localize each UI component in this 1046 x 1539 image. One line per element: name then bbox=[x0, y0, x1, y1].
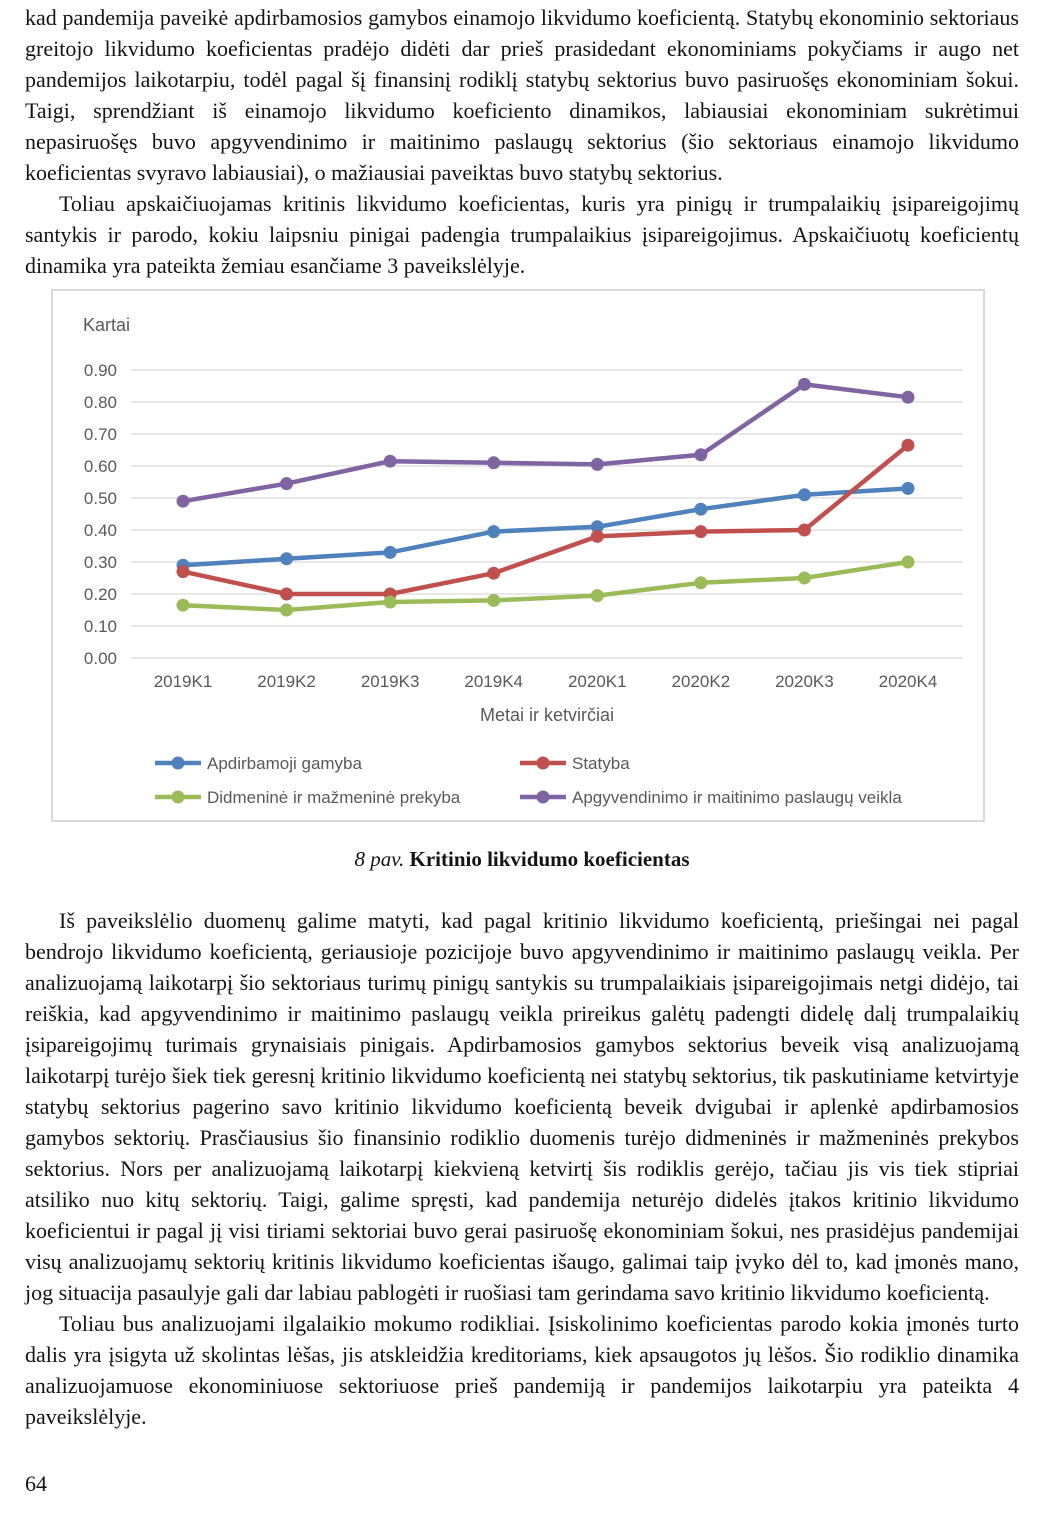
series-line bbox=[183, 445, 908, 594]
data-point-marker bbox=[694, 525, 707, 538]
y-tick-label: 0.90 bbox=[83, 361, 117, 380]
body-paragraph-2: Toliau apskaičiuojamas kritinis likvidumo koeficientas, kuris yra pinigų ir trumpalaikių įsipareigojimų santykis ir parodo, kokiu laipsniu pinigai padengia trumpalaikius įsipareigojimus. Apskaičiuotų koeficientų dinamika yra pateikta žemiau esančiame 3 paveikslėlyje. bbox=[25, 191, 1019, 278]
figure-caption-title: Kritinio likvidumo koeficientas bbox=[409, 847, 690, 871]
body-paragraph-4: Toliau bus analizuojami ilgalaikio mokumo rodikliai. Įsiskolinimo koeficientas parodo kokia įmonės turto dalis yra įsigyta už skolintas lėšas, jis atskleidžia kreditoriams, kiek apsaugotos jų lėšos. Šio rodiklio dinamika analizuojamuose ekonominiuose sektoriuose prieš pandemiją ir pandemijos laikotarpiu yra pateikta 4 paveikslėlyje. bbox=[25, 1311, 1019, 1429]
data-point-marker bbox=[487, 525, 500, 538]
data-point-marker bbox=[384, 596, 397, 609]
x-tick-label: 2020K4 bbox=[878, 672, 938, 691]
y-tick-label: 0.10 bbox=[83, 617, 117, 636]
data-point-marker bbox=[280, 477, 293, 490]
body-paragraph-3: Iš paveikslėlio duomenų galime matyti, kad pagal kritinio likvidumo koeficientą, priešingai nei pagal bendrojo likvidumo koeficientą, geriausioje pozicijoje buvo apgyvendinimo ir maitinimo paslaugų veikla. Per analizuojamą laikotarpį šio sektoriaus turimų pinigų santykis su trumpalaikiais įsipareigojimais netgi didėjo, tai reiškia, kad apgyvendinimo ir maitinimo paslaugų veikla prireikus galėtų padengti didelę dalį trumpalaikių įsipareigojimų turimais grynaisiais pinigais. Apdirbamosios gamybos sektorius beveik visą analizuojamą laikotarpį turėjo šiek tiek geresnį kritinio likvidumo koeficientą nei statybų sektorius, tik paskutiniame ketvirtyje statybų sektorius pagerino savo kritinio likvidumo koeficientą beveik dvigubai ir aplenkė apdirbamosios gamybos sektorių. Prasčiausius šio finansinio rodiklio duomenis turėjo didmeninės ir mažmeninės prekybos sektorius. Nors per analizuojamą laikotarpį kiekvieną ketvirtį šis rodiklis gerėjo, tačiau jis vis tiek stipriai atsiliko nuo kitų sektorių. Taigi, galime spręsti, kad pandemija neturėjo didelės įtakos kritinio likvidumo koeficientui ir pagal jį visi tiriami sektoriai buvo gerai pasiruošę ekonominiam šokui, nes prasidėjus pandemijai visų analizuojamų sektorių kritinis likvidumo koeficientas išaugo, galimai taip įvyko dėl to, kad įmonės mano, jog situacija pasaulyje gali dar labiau pablogėti ir ruošiasi tam gerindama savo kritinio likvidumo koeficientą. bbox=[25, 908, 1019, 1305]
x-tick-label: 2020K1 bbox=[567, 672, 627, 691]
series-line bbox=[183, 562, 908, 610]
data-point-marker bbox=[694, 576, 707, 589]
data-point-marker bbox=[901, 482, 914, 495]
data-point-marker bbox=[901, 391, 914, 404]
data-point-marker bbox=[487, 567, 500, 580]
legend-label: Apdirbamoji gamyba bbox=[207, 754, 362, 773]
legend-marker-dot bbox=[172, 791, 185, 804]
figure-caption bbox=[25, 844, 1019, 875]
data-point-marker bbox=[384, 546, 397, 559]
y-tick-label: 0.40 bbox=[83, 521, 117, 540]
data-point-marker bbox=[384, 455, 397, 468]
legend-label: Apgyvendinimo ir maitinimo paslaugų veikla bbox=[572, 788, 902, 807]
y-tick-label: 0.70 bbox=[83, 425, 117, 444]
x-tick-label: 2019K3 bbox=[360, 672, 420, 691]
data-point-marker bbox=[177, 599, 190, 612]
line-chart-canvas bbox=[51, 289, 985, 822]
page-number: 64 bbox=[25, 1471, 47, 1496]
y-tick-label: 0.60 bbox=[83, 457, 117, 476]
y-tick-label: 0.50 bbox=[83, 489, 117, 508]
data-point-marker bbox=[280, 604, 293, 617]
data-point-marker bbox=[901, 556, 914, 569]
data-point-marker bbox=[591, 458, 604, 471]
data-point-marker bbox=[280, 552, 293, 565]
data-point-marker bbox=[901, 439, 914, 452]
body-paragraph-1: kad pandemija paveikė apdirbamosios gamybos einamojo likvidumo koeficientą. Statybų ekonominio sektoriaus greitojo likvidumo koeficientas pradėjo didėti dar prieš prasidedant ekonominiams pokyčiams ir augo net pandemijos laikotarpiu, todėl pagal šį finansinį rodiklį statybų sektorius buvo pasiruošęs ekonominiam šokui. Taigi, sprendžiant iš einamojo likvidumo koeficiento dinamikos, labiausiai ekonominiam sukrėtimui nepasiruošęs buvo apgyvendinimo ir maitinimo paslaugų sektorius (šio sektoriaus einamojo likvidumo koeficientas svyravo labiausiai), o mažiausiai paveiktas buvo statybų sektorius. bbox=[25, 5, 1019, 185]
x-tick-label: 2019K1 bbox=[153, 672, 213, 691]
x-tick-label: 2020K2 bbox=[671, 672, 731, 691]
line-chart bbox=[51, 289, 985, 822]
data-point-marker bbox=[798, 488, 811, 501]
legend-marker-dot bbox=[537, 757, 550, 770]
data-point-marker bbox=[798, 378, 811, 391]
data-point-marker bbox=[798, 572, 811, 585]
y-tick-label: 0.00 bbox=[83, 649, 117, 668]
data-point-marker bbox=[591, 589, 604, 602]
y-tick-label: 0.30 bbox=[83, 553, 117, 572]
y-tick-label: 0.20 bbox=[83, 585, 117, 604]
x-axis-title: Metai ir ketvirčiai bbox=[479, 705, 615, 725]
legend-marker-dot bbox=[537, 791, 550, 804]
data-point-marker bbox=[694, 448, 707, 461]
data-point-marker bbox=[487, 456, 500, 469]
legend-marker-dot bbox=[172, 757, 185, 770]
data-point-marker bbox=[177, 495, 190, 508]
x-tick-label: 2019K4 bbox=[464, 672, 524, 691]
x-tick-label: 2020K3 bbox=[775, 672, 834, 691]
data-point-marker bbox=[694, 503, 707, 516]
data-point-marker bbox=[798, 524, 811, 537]
x-tick-label: 2019K2 bbox=[257, 672, 316, 691]
y-tick-label: 0.80 bbox=[83, 393, 117, 412]
data-point-marker bbox=[177, 565, 190, 578]
legend-label: Statyba bbox=[572, 754, 630, 773]
y-axis-unit-label: Kartai bbox=[83, 315, 131, 335]
legend-label: Didmeninė ir mažmeninė prekyba bbox=[207, 788, 461, 807]
figure-caption-number: 8 pav. bbox=[354, 847, 405, 871]
data-point-marker bbox=[591, 530, 604, 543]
data-point-marker bbox=[487, 594, 500, 607]
data-point-marker bbox=[280, 588, 293, 601]
